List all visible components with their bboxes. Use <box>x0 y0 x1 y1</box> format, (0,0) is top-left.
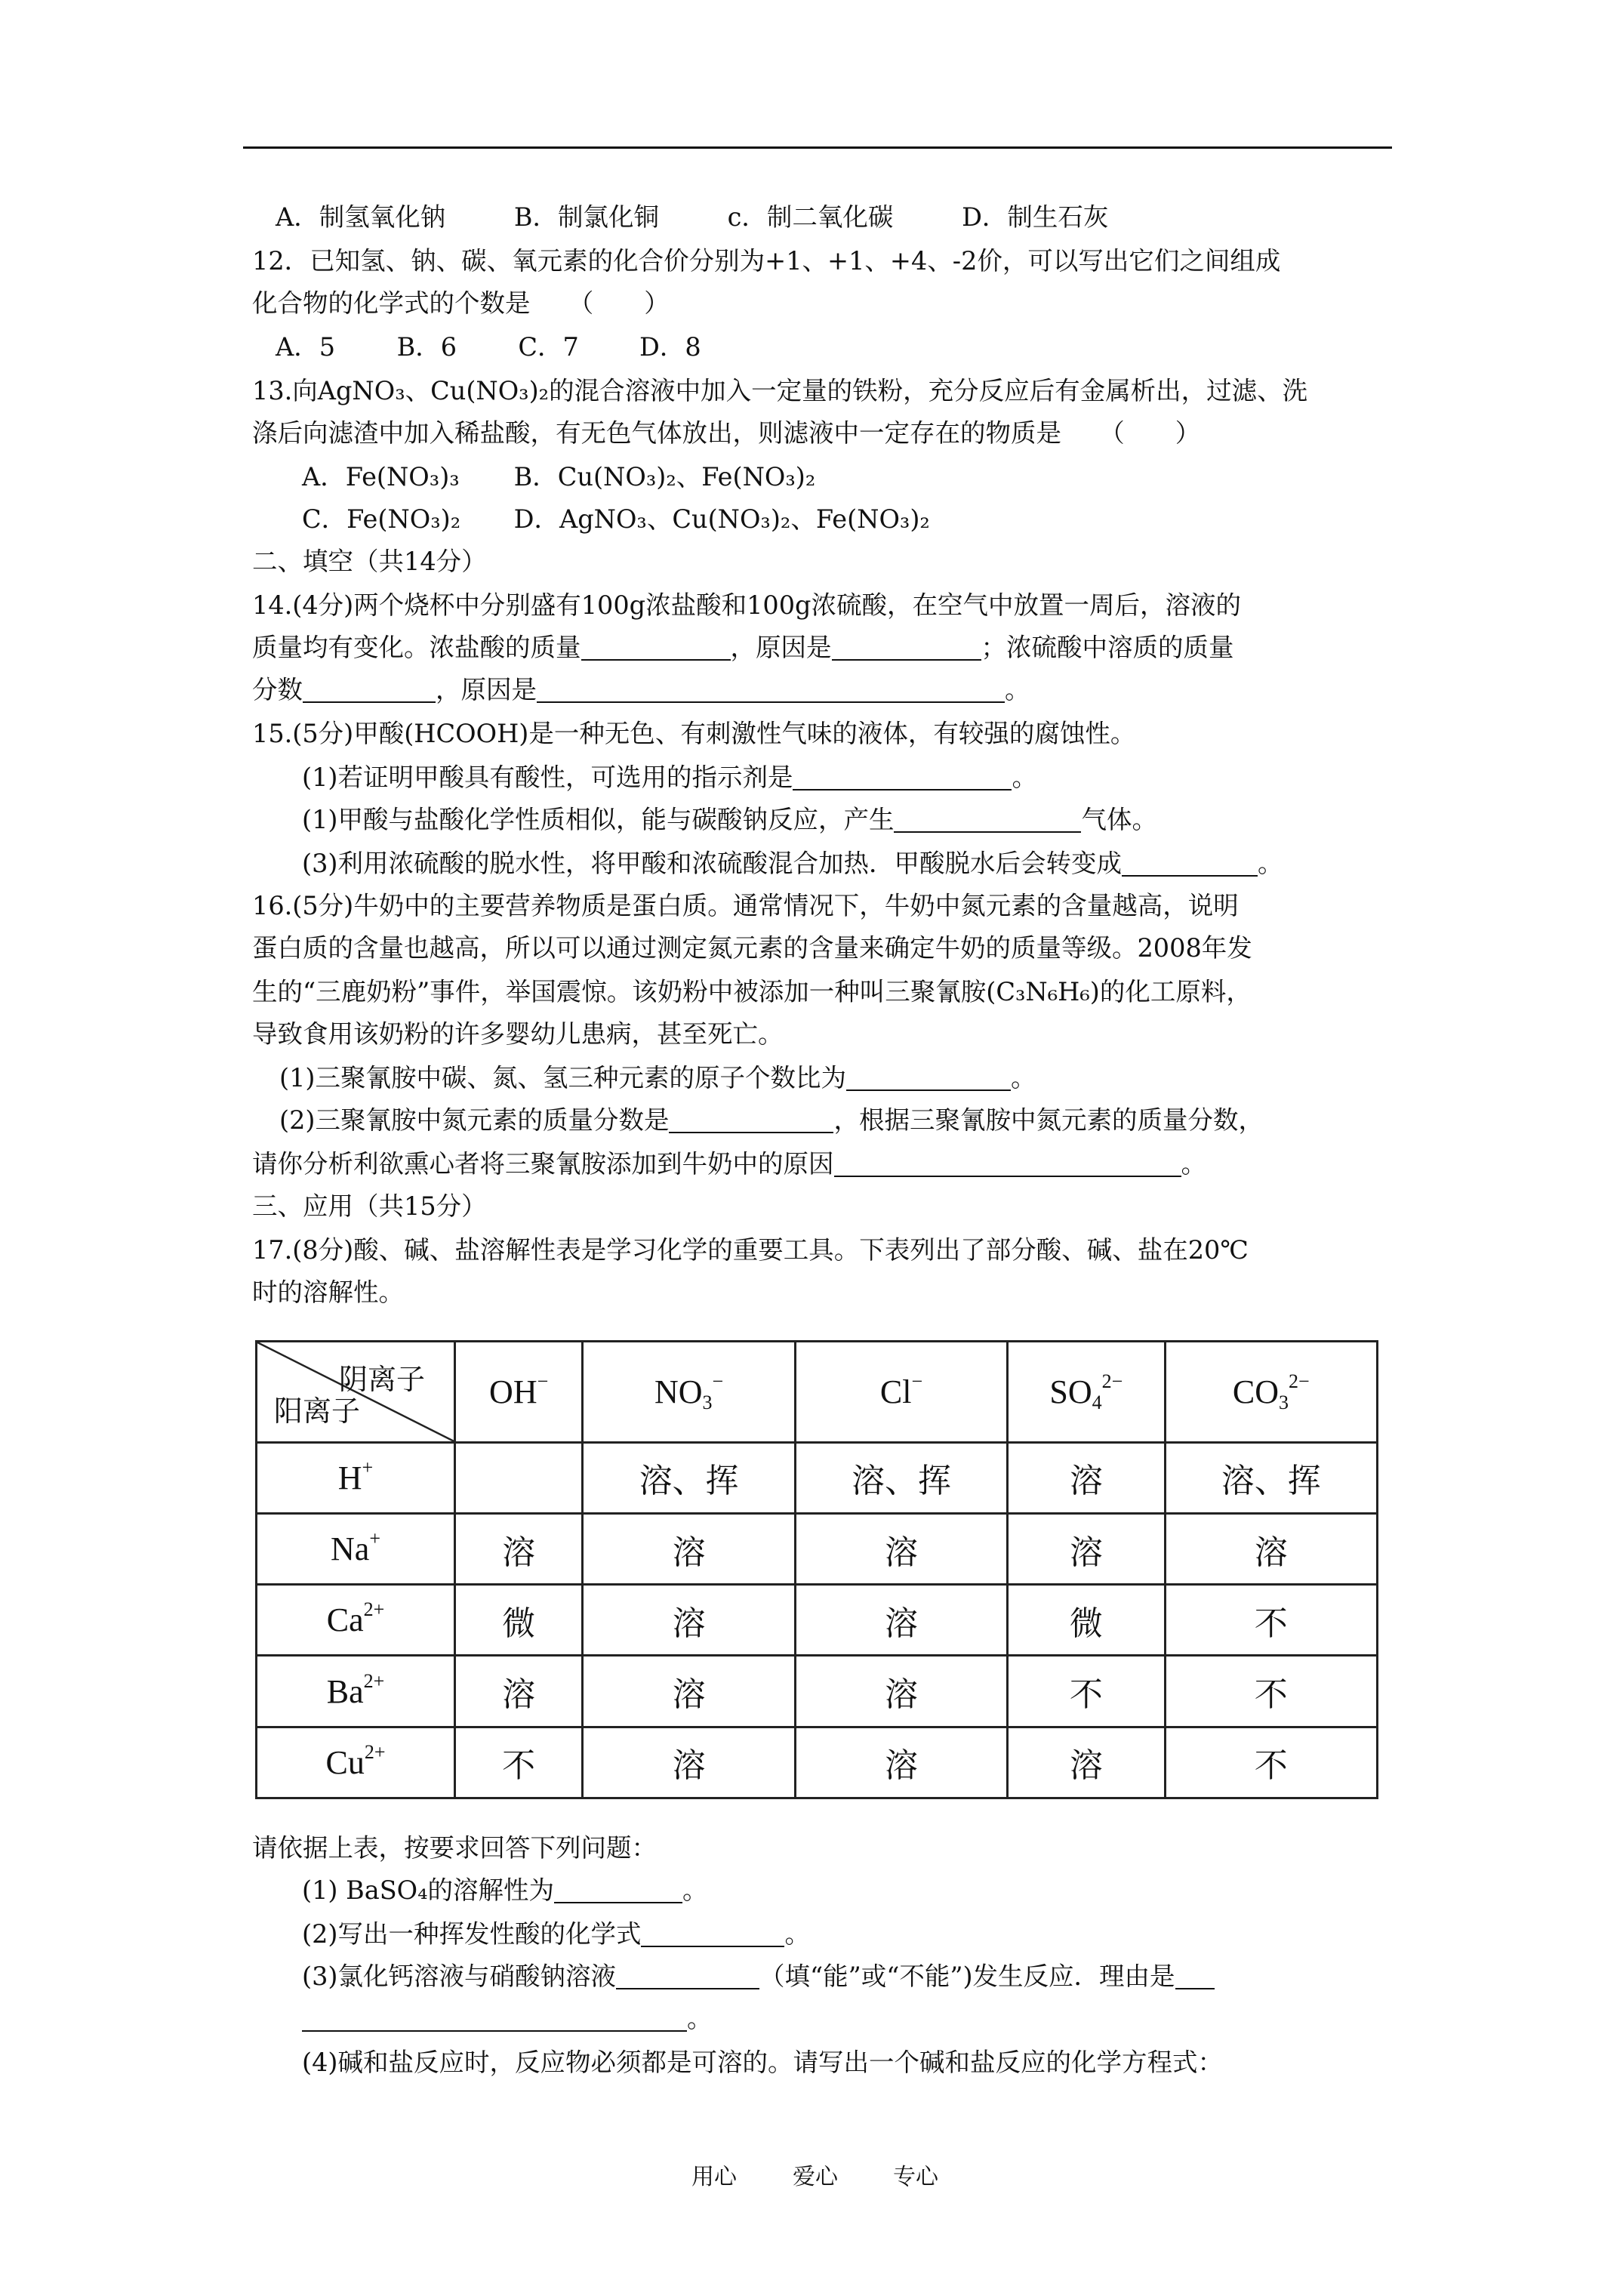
table-cell: 不 <box>1165 1585 1377 1656</box>
q15-sub1-text: (1)若证明甲酸具有酸性，可选用的指示剂是 <box>302 763 793 792</box>
q16-line1: 16.(5分)牛奶中的主要营养物质是蛋白质。通常情况下，牛奶中氮元素的含量越高，说明 <box>252 891 1239 920</box>
table-cell: 微 <box>455 1585 583 1656</box>
q13-line1: 13.向AgNO₃、Cu(NO₃)₂的混合溶液中加入一定量的铁粉，充分反应后有金属析出，过滤、洗 <box>252 376 1308 405</box>
answer-blank[interactable] <box>834 1153 1181 1177</box>
footer-word: 用心 <box>691 2164 737 2190</box>
anion-header: Cl− <box>795 1342 1007 1443</box>
q16-line4: 导致食用该奶粉的许多婴幼儿患病，甚至死亡。 <box>252 1019 784 1049</box>
answer-blank[interactable] <box>793 766 1012 791</box>
q14-line3 <box>252 673 1030 707</box>
table-cell: 溶 <box>1008 1727 1165 1798</box>
period: 。 <box>1181 1149 1206 1179</box>
q15-sub3-text: (3)利用浓硫酸的脱水性，将甲酸和浓硫酸混合加热．甲酸脱水后会转变成 <box>302 849 1122 878</box>
table-row <box>257 1727 1378 1798</box>
q14-text-d: 分数 <box>252 675 303 704</box>
answer-blank[interactable] <box>641 1923 784 1947</box>
cation-cell: $Cu^{2+}$ <box>257 1727 455 1798</box>
q13-line2: 涤后向滤渣中加入稀盐酸，有无色气体放出，则滤液中一定存在的物质是 （ ） <box>252 418 1201 448</box>
option-b: B．Cu(NO₃)₂、Fe(NO₃)₂ <box>513 462 816 492</box>
table-cell: 溶 <box>583 1585 795 1656</box>
table-row <box>257 1585 1378 1656</box>
answer-blank[interactable] <box>846 1067 1011 1091</box>
table-header-row <box>257 1342 1378 1443</box>
answer-blank[interactable] <box>832 636 981 661</box>
cation-label: 阳离子 <box>274 1394 361 1428</box>
cation-cell: H+ <box>257 1442 455 1513</box>
option-c: c．制二氧化碳 <box>727 202 894 232</box>
q16-sub2-cont <box>252 1148 1206 1181</box>
q16-sub2-cont-text: 请你分析利欲熏心者将三聚氰胺添加到牛奶中的原因 <box>252 1149 834 1179</box>
section-heading-application: 三、应用（共15分） <box>252 1191 487 1221</box>
q16-sub2 <box>279 1104 1264 1137</box>
q17-line2: 时的溶解性。 <box>252 1277 404 1307</box>
option-d: D．AgNO₃、Cu(NO₃)₂、Fe(NO₃)₂ <box>513 504 930 534</box>
q17-sub3-mid: （填“能”或“不能”)发生反应．理由是 <box>759 1962 1175 1991</box>
table-cell: 溶 <box>583 1514 795 1585</box>
period: 。 <box>1010 1063 1036 1093</box>
table-corner-cell <box>257 1342 455 1443</box>
table-cell: 溶 <box>795 1514 1007 1585</box>
table-cell: 溶、挥 <box>795 1442 1007 1513</box>
q17-sub1-text: (1) BaSO₄的溶解性为 <box>302 1875 555 1905</box>
q16-line2: 蛋白质的含量也越高，所以可以通过测定氮元素的含量来确定牛奶的质量等级。2008年发 <box>252 933 1252 963</box>
q14-text-e: ，原因是 <box>436 675 537 704</box>
table-cell: 溶 <box>795 1727 1007 1798</box>
table-row <box>257 1656 1378 1727</box>
option-a: A．制氢氧化钠 <box>276 202 446 232</box>
table-cell: 溶 <box>583 1727 795 1798</box>
q15-sub3 <box>302 847 1283 880</box>
answer-blank[interactable] <box>1175 1965 1215 1989</box>
q17-sub3-cont <box>302 2002 713 2036</box>
answer-blank[interactable] <box>669 1109 833 1133</box>
q15-line1: 15.(5分)甲酸(HCOOH)是一种无色、有刺激性气味的液体，有较强的腐蚀性。 <box>252 719 1136 748</box>
q16-line3: 生的“三鹿奶粉”事件，举国震惊。该奶粉中被添加一种叫三聚氰胺(C₃N₆H₆)的化工原料， <box>252 977 1252 1006</box>
period: 。 <box>1257 849 1283 878</box>
table-cell: 溶 <box>583 1656 795 1727</box>
answer-blank[interactable] <box>616 1965 759 1989</box>
q11-options <box>276 201 1108 234</box>
q13-options-ab <box>302 461 815 494</box>
q17-sub3 <box>302 1960 1215 1993</box>
table-cell: 溶 <box>455 1514 583 1585</box>
table-cell <box>455 1442 583 1513</box>
table-cell: 溶 <box>795 1585 1007 1656</box>
anion-header: $NO_3^-$ <box>583 1342 795 1443</box>
q16-sub1-text: (1)三聚氰胺中碳、氮、氢三种元素的原子个数比为 <box>279 1063 846 1093</box>
table-cell: 溶 <box>795 1656 1007 1727</box>
q16-sub1 <box>279 1062 1036 1095</box>
answer-blank[interactable] <box>537 679 1005 703</box>
q12-line2: 化合物的化学式的个数是 （ ） <box>252 288 670 318</box>
q17-sub2-text: (2)写出一种挥发性酸的化学式 <box>302 1919 642 1949</box>
solubility-table <box>255 1340 1378 1799</box>
answer-blank[interactable] <box>894 809 1081 833</box>
table-cell: 溶 <box>455 1656 583 1727</box>
option-b: B．6 <box>396 332 457 362</box>
q17-sub1 <box>302 1874 708 1907</box>
anion-header: OH− <box>455 1342 583 1443</box>
cation-cell: Na+ <box>257 1514 455 1585</box>
table-cell: 溶、挥 <box>1165 1442 1377 1513</box>
answer-blank[interactable] <box>1122 852 1258 877</box>
footer-word: 爱心 <box>793 2164 838 2190</box>
table-cell: 微 <box>1008 1585 1165 1656</box>
period: 。 <box>682 1875 708 1905</box>
q12-line1: 12．已知氢、钠、碳、氧元素的化合价分别为+1、+1、+4、-2价，可以写出它们之间组成 <box>252 246 1281 276</box>
answer-blank[interactable] <box>303 679 436 703</box>
table-cell: 不 <box>1165 1656 1377 1727</box>
option-b: B．制氯化铜 <box>513 202 659 232</box>
table-cell: 溶 <box>1008 1442 1165 1513</box>
q14-line2 <box>252 631 1234 664</box>
option-a: A．Fe(NO₃)₃ <box>302 462 460 492</box>
answer-blank[interactable] <box>302 2008 687 2032</box>
q14-text-f: 。 <box>1005 675 1030 704</box>
q15-sub1 <box>302 761 1037 794</box>
table-cell: 不 <box>1008 1656 1165 1727</box>
q14-line1: 14.(4分)两个烧杯中分别盛有100g浓盐酸和100g浓硫酸，在空气中放置一周后，溶液的 <box>252 590 1241 620</box>
q13-options-cd <box>302 503 930 536</box>
anion-header: $CO_3^{2-}$ <box>1165 1342 1377 1443</box>
q17-sub3-text: (3)氯化钙溶液与硝酸钠溶液 <box>302 1962 616 1991</box>
table-row <box>257 1442 1378 1513</box>
q15-sub2-tail: 气体。 <box>1081 805 1157 834</box>
footer-word: 专心 <box>893 2164 938 2190</box>
q15-sub2-text: (1)甲酸与盐酸化学性质相似，能与碳酸钠反应，产生 <box>302 805 895 834</box>
cation-cell: $Ca^{2+}$ <box>257 1585 455 1656</box>
table-cell: 不 <box>455 1727 583 1798</box>
answer-blank[interactable] <box>554 1879 682 1903</box>
period: 。 <box>1012 763 1037 792</box>
anion-header: $SO_4^{2-}$ <box>1008 1342 1165 1443</box>
answer-blank[interactable] <box>581 636 731 661</box>
cation-cell: $Ba^{2+}$ <box>257 1656 455 1727</box>
q14-text-a: 质量均有变化。浓盐酸的质量 <box>252 633 581 662</box>
table-row <box>257 1514 1378 1585</box>
q12-options <box>276 331 701 364</box>
q14-text-b: ，原因是 <box>730 633 832 662</box>
option-c: C．7 <box>518 332 579 362</box>
q17-sub2 <box>302 1918 810 1951</box>
table-cell: 溶 <box>1165 1514 1377 1585</box>
section-heading-fill: 二、填空（共14分） <box>252 547 487 576</box>
q17-sub4: (4)碱和盐反应时，反应物必须都是可溶的。请写出一个碱和盐反应的化学方程式： <box>302 2048 1223 2077</box>
q14-text-c: ；浓硫酸中溶质的质量 <box>981 633 1234 662</box>
period: 。 <box>784 1919 810 1949</box>
q17-line1: 17.(8分)酸、碱、盐溶解性表是学习化学的重要工具。下表列出了部分酸、碱、盐在20℃ <box>252 1235 1249 1265</box>
option-c: C．Fe(NO₃)₂ <box>302 504 461 534</box>
table-cell: 不 <box>1165 1727 1377 1798</box>
option-a: A．5 <box>276 332 336 362</box>
table-cell: 溶 <box>1008 1514 1165 1585</box>
table-cell: 溶、挥 <box>583 1442 795 1513</box>
anion-label: 阴离子 <box>338 1363 425 1396</box>
header-rule <box>243 146 1392 149</box>
q16-sub2-tail: ，根据三聚氰胺中氮元素的质量分数， <box>833 1105 1264 1135</box>
q15-sub2 <box>302 803 1157 837</box>
q17-instruction: 请依据上表，按要求回答下列问题： <box>252 1833 657 1863</box>
q16-sub2-text: (2)三聚氰胺中氮元素的质量分数是 <box>279 1105 670 1135</box>
period: 。 <box>687 2004 713 2033</box>
option-d: D．制生石灰 <box>962 202 1109 232</box>
option-d: D．8 <box>639 332 701 362</box>
